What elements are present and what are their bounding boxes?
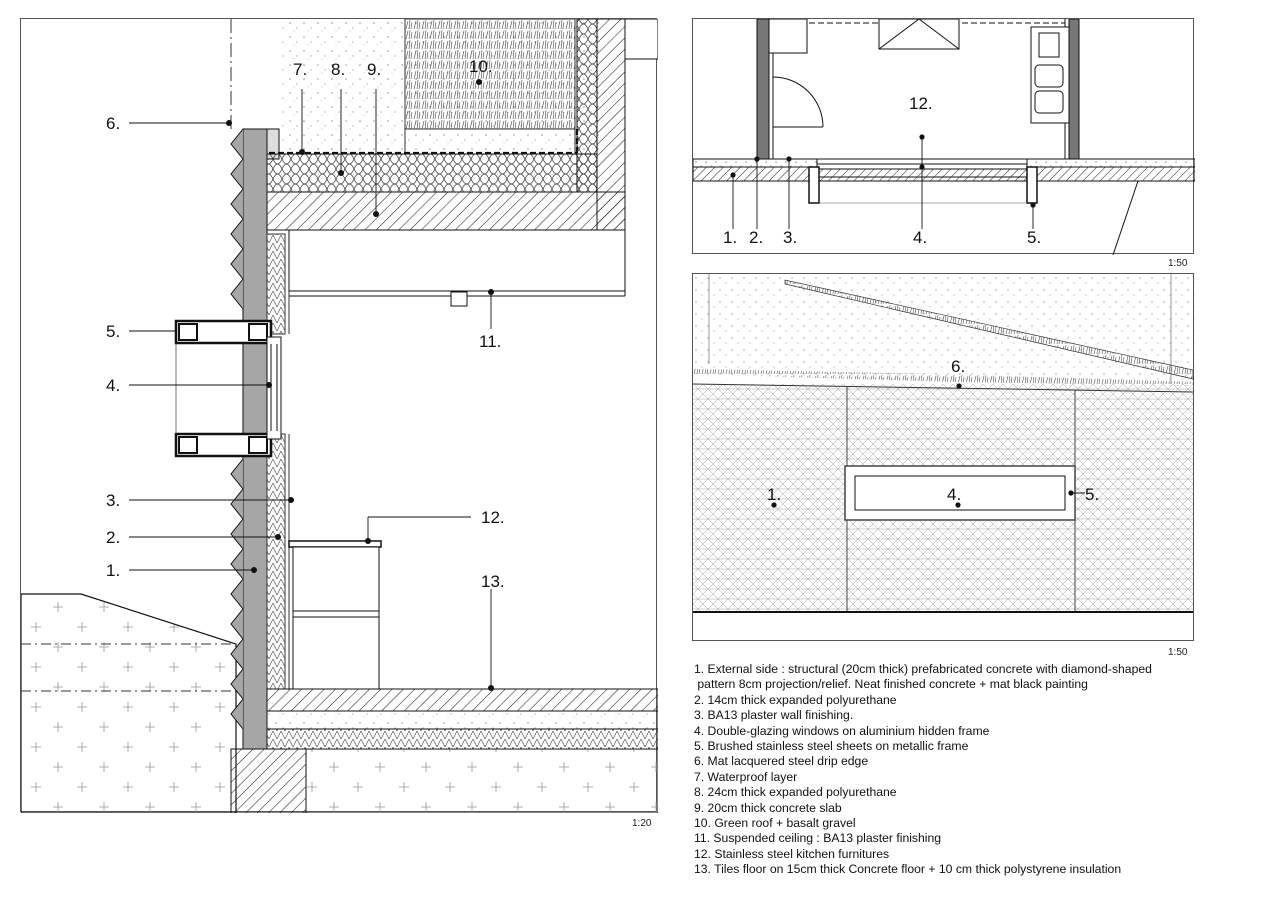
plan-label-2: 2. [749, 228, 764, 247]
plan-label-3: 3. [783, 228, 798, 247]
legend-item-9: 9. 20cm thick concrete slab [694, 800, 842, 815]
plan-drawing-panel [692, 18, 1194, 254]
section-scale: 1:20 [632, 818, 652, 829]
section-label-7: 7. [293, 60, 308, 79]
legend [694, 662, 1254, 878]
legend-item-5: 5. Brushed stainless steel sheets on metallic frame [694, 739, 969, 754]
legend-item-2: 2. 14cm thick expanded polyurethane [694, 692, 897, 707]
section-label-13: 13. [481, 572, 505, 591]
plan-label-5: 5. [1027, 228, 1042, 247]
legend-item-11: 11. Suspended ceiling : BA13 plaster finishing [694, 831, 942, 846]
legend-item-6: 6. Mat lacquered steel drip edge [694, 754, 869, 769]
elevation-scale: 1:50 [1168, 647, 1188, 658]
section-label-6: 6. [106, 114, 121, 133]
plan-label-1: 1. [723, 228, 738, 247]
elevation-drawing-panel [692, 273, 1194, 641]
section-label-5: 5. [106, 322, 121, 341]
section-label-4: 4. [106, 376, 121, 395]
elevation-label-6: 6. [951, 357, 966, 376]
legend-item-3: 3. BA13 plaster wall finishing. [694, 708, 854, 723]
section-label-2: 2. [106, 528, 121, 547]
legend-item-12: 12. Stainless steel kitchen furnitures [694, 846, 890, 861]
legend-item-13: 13. Tiles floor on 15cm thick Concrete floor + 10 cm thick polystyrene insulation [694, 862, 1122, 877]
section-label-11: 11. [479, 332, 502, 351]
section-drawing [21, 19, 658, 813]
legend-item-7: 7. Waterproof layer [694, 769, 798, 784]
elevation-label-4: 4. [947, 485, 962, 504]
plan-label-12: 12. [909, 94, 933, 113]
elevation-label-1: 1. [767, 485, 782, 504]
section-label-10: 10. [469, 57, 493, 76]
legend-item-8: 8. 24cm thick expanded polyurethane [694, 785, 897, 800]
section-label-1: 1. [106, 561, 121, 580]
plan-label-4: 4. [913, 228, 928, 247]
legend-item-4: 4. Double-glazing windows on aluminium hidden frame [694, 723, 990, 738]
plan-scale: 1:50 [1168, 258, 1188, 269]
elevation-label-5: 5. [1085, 485, 1100, 504]
section-label-3: 3. [106, 491, 121, 510]
section-label-8: 8. [331, 60, 346, 79]
legend-item-10: 10. Green roof + basalt gravel [694, 816, 856, 831]
section-label-9: 9. [367, 60, 382, 79]
legend-item-1: 1. External side : structural (20cm thick) prefabricated concrete with diamond-shaped pattern 8cm projection/relief. Neat finished concrete + mat black painting [694, 662, 1152, 692]
elevation-drawing [693, 274, 1195, 642]
section-label-12: 12. [481, 508, 505, 527]
plan-drawing [693, 19, 1195, 255]
section-drawing-panel [20, 18, 657, 812]
